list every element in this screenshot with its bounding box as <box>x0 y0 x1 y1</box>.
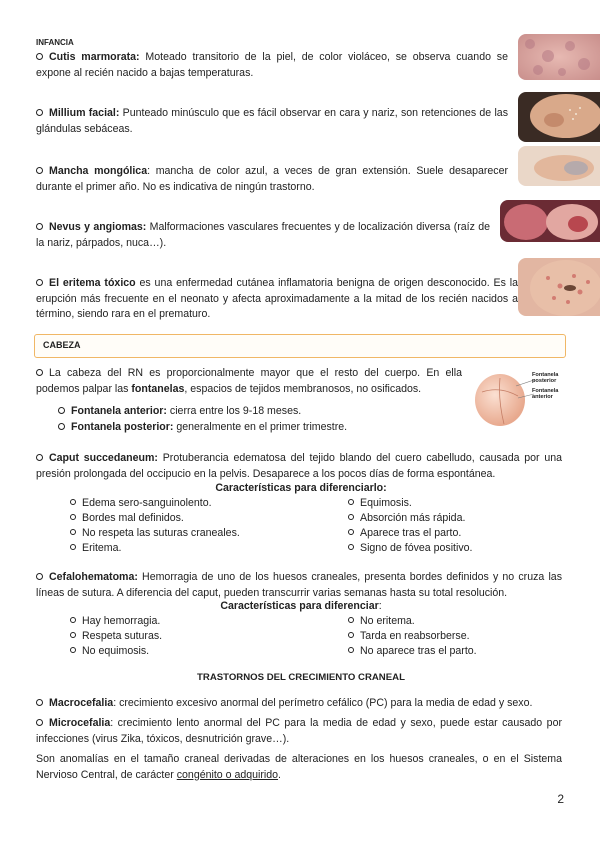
millium-item <box>36 106 508 137</box>
fontanela-posterior-label: Fontanela posterior <box>532 372 559 384</box>
bullet-icon <box>36 699 43 706</box>
cutis-text: Moteado transitorio de la piel, de color violáceo, se observa cuando se expone al recién nacido a bajas temperaturas. <box>36 51 508 79</box>
cefalohematoma-item <box>36 570 562 601</box>
list-item: Respeta suturas. <box>70 629 162 644</box>
millium-title: Millium facial: <box>49 107 120 119</box>
mancha-photo <box>518 146 600 186</box>
list-item: Bordes mal definidos. <box>70 511 240 526</box>
eritema-text: es una enfermedad cutánea inflamatoria benigna de origen desconocido. Es la erupción más frecuente en el neonato y afecta aproximadamente a la mitad de los recién nacidos a término, siendo rara en el prematuro. <box>36 277 519 320</box>
eritema-title: El eritema tóxico <box>49 277 136 289</box>
macro-text: : crecimiento excesivo anormal del perímetro cefálico (PC) para la media de edad y sexo. <box>113 697 533 709</box>
cabeza-intro-item <box>36 366 462 397</box>
bullet-icon <box>348 514 354 520</box>
caput-diff-title: Características para diferenciarlo: <box>215 482 387 494</box>
page-number: 2 <box>557 792 564 806</box>
cefalo-right-list <box>348 614 477 659</box>
bullet-icon <box>70 632 76 638</box>
bullet-icon <box>36 454 43 461</box>
bullet-icon <box>58 423 65 430</box>
cefalo-text: Hemorragia de uno de los huesos craneales, presenta bordes definidos y no cruza las líneas de sutura. A diferencia del caput, pueden transcurrir varias semanas hasta su total resolución. <box>36 571 562 599</box>
bullet-icon <box>36 223 43 230</box>
cutis-photo <box>518 34 600 80</box>
bullet-icon <box>70 544 76 550</box>
list-item: Tarda en reabsorberse. <box>348 629 477 644</box>
macrocefalia-item <box>36 696 562 712</box>
mancha-title: Mancha mongólica <box>49 165 148 177</box>
bullet-icon <box>70 499 76 505</box>
list-item: Equimosis. <box>348 496 473 511</box>
caput-item <box>36 451 562 482</box>
bullet-icon <box>348 529 354 535</box>
bullet-icon <box>70 529 76 535</box>
list-item: No equimosis. <box>70 644 162 659</box>
list-item: Absorción más rápida. <box>348 511 473 526</box>
list-item: No aparece tras el parto. <box>348 644 477 659</box>
nevus-photo <box>500 200 600 242</box>
cabeza-intro-bold: fontanelas <box>131 382 185 395</box>
list-item: No respeta las suturas craneales. <box>70 526 240 541</box>
millium-text: Punteado minúsculo que es fácil observar en cara y nariz, son retenciones de las glándulas sebáceas. <box>36 107 508 135</box>
micro-title: Microcefalia <box>49 717 111 729</box>
fontanela-anterior-item <box>58 404 458 420</box>
bullet-icon <box>36 279 43 286</box>
eritema-item <box>36 276 518 323</box>
bullet-icon <box>36 719 43 726</box>
microcefalia-item <box>36 716 562 747</box>
bullet-icon <box>70 514 76 520</box>
nevus-text: Malformaciones vasculares frecuentes y de localización diversa (raíz de la nariz, párpados, nuca…). <box>36 221 490 249</box>
fontanela-anterior-label: Fontanela anterior <box>532 388 559 400</box>
list-item: Signo de fóvea positivo. <box>348 541 473 556</box>
bullet-icon <box>36 53 43 60</box>
bullet-icon <box>70 647 76 653</box>
fontanela-posterior-item <box>58 420 458 436</box>
list-item: Edema sero-sanguinolento. <box>70 496 240 511</box>
bullet-icon <box>36 109 43 116</box>
eritema-photo <box>518 258 600 316</box>
micro-text: : crecimiento lento anormal del PC para la media de edad y sexo, puede estar causado por infecciones (virus Zika, tóxicos, desnutrición grave…). <box>36 717 562 745</box>
bullet-icon <box>36 369 43 376</box>
bullet-icon <box>348 499 354 505</box>
bullet-icon <box>348 647 354 653</box>
list-item: Hay hemorragia. <box>70 614 162 629</box>
cabeza-intro-text2: , espacios de tejidos membranosos, no osificados. <box>184 382 422 395</box>
list-item: Eritema. <box>70 541 240 556</box>
section-infancia-label: INFANCIA <box>36 38 74 47</box>
list-item: Aparece tras el parto. <box>348 526 473 541</box>
macro-title: Macrocefalia <box>49 697 114 709</box>
fontanela-anterior-title: Fontanela anterior: <box>71 405 167 417</box>
skull-diagram <box>470 366 570 430</box>
nevus-item <box>36 220 490 251</box>
cefalo-diff-title: Características para diferenciar <box>220 600 379 612</box>
fontanela-posterior-title: Fontanela posterior: <box>71 421 174 433</box>
fontanela-posterior-text: generalmente en el primer trimestre. <box>173 421 348 433</box>
cutis-marmorata-item <box>36 50 508 81</box>
bullet-icon <box>36 167 43 174</box>
mancha-text: : mancha de color azul, a veces de gran extensión. Suele desaparecer durante el primer año. No es indicativa de ningún trastorno. <box>36 165 509 193</box>
cefalo-left-list <box>70 614 162 659</box>
anomalias-underlined: congénito o adquirido <box>176 768 279 781</box>
fontanela-anterior-text: cierra entre los 9-18 meses. <box>166 405 302 417</box>
cabeza-section-box <box>34 334 566 358</box>
bullet-icon <box>58 407 65 414</box>
caput-text: Protuberancia edematosa del tejido blando del cuero cabelludo, causada por una presión prolongada del occipucio en la pelvis. Desaparece a los pocos días de forma espontánea. <box>36 452 563 480</box>
caput-left-list <box>70 496 240 556</box>
cefalo-diff-title-row <box>36 600 566 612</box>
bullet-icon <box>348 617 354 623</box>
bullet-icon <box>348 544 354 550</box>
anomalias-paragraph <box>36 752 562 783</box>
cabeza-section-label: CABEZA <box>43 340 81 350</box>
mancha-mongolica-item <box>36 164 508 195</box>
cefalo-diff-colon: : <box>378 600 382 612</box>
nevus-title: Nevus y angiomas: <box>49 221 147 233</box>
anomalias-end: . <box>278 768 281 781</box>
millium-photo <box>518 92 600 142</box>
cutis-title: Cutis marmorata: <box>49 51 140 63</box>
anomalias-text: Son anomalías en el tamaño craneal derivadas de alteraciones en los huesos craneales, o en el Sistema Nervioso Central, de carácter <box>36 753 562 781</box>
list-item: No eritema. <box>348 614 477 629</box>
cabeza-intro-text1: La cabeza del RN es proporcionalmente mayor que el resto del cuerpo. En ella podemos palpar las <box>36 367 462 395</box>
caput-title: Caput succedaneum: <box>49 452 158 464</box>
caput-right-list <box>348 496 473 556</box>
bullet-icon <box>70 617 76 623</box>
trastornos-title: TRASTORNOS DEL CRECIMIENTO CRANEAL <box>197 672 405 683</box>
cefalo-title: Cefalohematoma: <box>49 571 138 583</box>
bullet-icon <box>36 573 43 580</box>
bullet-icon <box>348 632 354 638</box>
